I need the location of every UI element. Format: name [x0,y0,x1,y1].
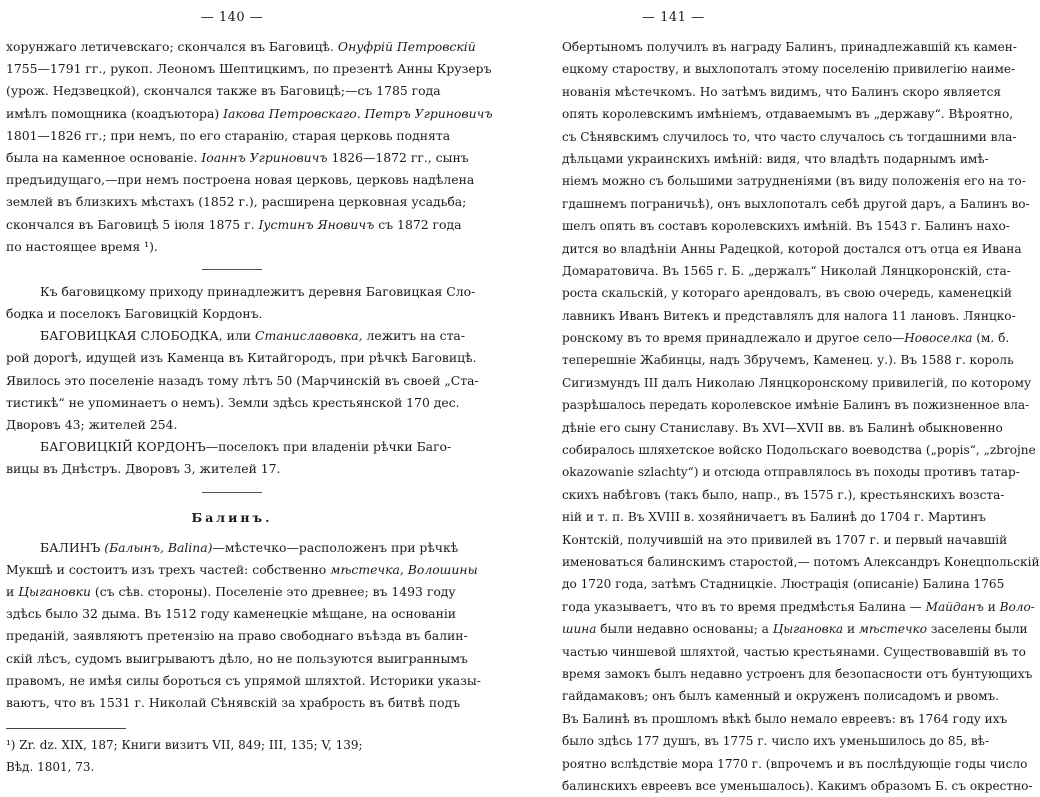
text-line: балинскихъ евреевъ все уменьшалось). Какимъ образомъ Б. съ окрестно- [562,778,1033,793]
text-line: имѣлъ помощника (коадъютора) Іакова Петровскаго. Петръ Угриновичъ [6,105,493,121]
text-line: Обертыномъ получилъ въ награду Балинъ, принадлежавшій къ камен- [562,40,1017,54]
text-line: БАГОВИЦКІЙ КОРДОНЪ—поселокъ при владеніи рѣчки Баго- [40,439,452,455]
paragraph-slobodka [6,325,479,436]
paragraph-clergy-list [6,36,493,258]
text-line: Вѣд. 1801, 73. [6,760,95,775]
left-page-text [6,36,493,779]
text-line: вицы въ Днѣстръ. Дворовъ 3, жителей 17. [6,461,281,477]
text-line: БАГОВИЦКАЯ СЛОБОДКА, или Станиславовка, лежитъ на ста- [40,328,466,344]
text-line: БАЛИНЪ (Балынъ, Balina)—мѣстечко—расположенъ при рѣчкѣ [40,539,459,555]
text-line: Дворовъ 43; жителей 254. [6,417,178,432]
text-line: ронскому въ то время принадлежало и другое село—Новоселка (м. б. [562,331,1010,346]
text-line: скихъ набѣговъ (такъ было, напр., въ 1575 г.), крестьянскихъ возста- [562,487,1005,502]
text-line: Контскій, получившій на это привилей въ 1707 г. и первый начавшій [562,532,1008,547]
text-line: 1755—1791 гг., рукоп. Леономъ Шептицкимъ, по презентѣ Анны Крузеръ [6,61,492,77]
text-line: правомъ, не имѣя силы бороться съ упрямой шляхтой. Историки указы- [6,672,481,688]
text-line: по настоящее время ¹). [6,238,158,254]
text-line: была на каменное основаніе. Іоаннъ Угриновичъ 1826—1872 гг., сынъ [6,149,469,165]
text-line: Мукшѣ и состоитъ изъ трехъ частей: собственно мѣстечка, Волошины [6,561,478,577]
text-line: и Цыгановки (съ сѣв. стороны). Поселеніе это древнее; въ 1493 году [6,583,456,599]
text-line: нованія мѣстечкомъ. Но затѣмъ видимъ, что Балинъ скоро является [562,84,1002,99]
text-line: (урож. Недзвецкой), скончался также въ Баговицѣ;—съ 1785 года [6,83,441,99]
section-divider [202,269,262,270]
paragraph-parish [6,281,476,325]
text-line: Домаратовича. Въ 1565 г. Б. „держалъ“ Николай Лянцкоронскій, ста- [562,263,1011,278]
section-divider [202,492,262,493]
text-line: шелъ опять въ составъ королевскихъ имѣній. Въ 1543 г. Балинъ нахо- [562,219,1010,234]
text-line: теперешніе Жабинцы, надъ Збручемъ, Каменец. у.). Въ 1588 г. король [562,353,1014,368]
footnote [6,735,458,779]
text-line: дѣніе его сыну Станиславу. Въ XVI—XVII вв. въ Балинѣ обыкновенно [562,420,1003,435]
text-line: дѣльцами украинскихъ имѣній: видя, что владѣть подарнымъ имѣ- [562,151,989,166]
text-line: ваютъ, что въ 1531 г. Николай Сѣнявскій за храбрость въ битвѣ подъ [6,694,461,710]
text-line: дится во владѣніи Анны Радецкой, которой достался отъ отца ея Ивана [562,241,1022,256]
paragraph-balin [6,537,481,715]
text-line: преданій, заявляютъ претензію на право свободнаго въѣзда въ балин- [6,628,468,644]
text-line: гдашнемъ пограничьѣ), онъ выхлопоталъ себѣ другой даръ, а Балинъ во- [562,196,1030,211]
text-line: скій лѣсъ, судомъ выигрываютъ дѣло, но не пользуются выиграннымъ [6,650,468,666]
text-line: рой дорогѣ, идущей изъ Каменца въ Китайгородъ, при рѣчкѣ Баговицѣ. [6,350,477,366]
text-line: частью чиншевой шляхтой, частью крестьянами. Существовавшій въ то [562,644,1026,659]
text-line: лавникъ Иванъ Витекъ и представлялъ для налога 11 лановъ. Лянцко- [562,308,1016,323]
text-line: Къ баговицкому приходу принадлежитъ деревня Баговицкая Сло- [40,283,476,299]
text-line: Явилось это поселеніе назадъ тому лѣтъ 50 (Марчинскій въ своей „Ста- [6,372,479,388]
section-heading-balin: Балинъ. [191,509,273,525]
text-line: здѣсь было 32 дыма. Въ 1512 году каменецкіе мѣщане, на основаніи [6,606,457,622]
text-line: хорунжаго летичевскаго; скончался въ Баговицѣ. Онуфрій Петровскій [6,39,476,54]
text-line: опять королевскимъ имѣніемъ, отдаваемымъ въ „державу“. Вѣроятно, [562,107,1014,122]
text-line: Сигизмундъ III далъ Николаю Лянцкоронскому привилегій, по которому [562,375,1032,390]
paragraph-kordon [6,436,458,480]
text-line: 1801—1826 гг.; при немъ, по его старанію, старая церковь поднята [6,127,451,143]
text-line: ній и т. п. Въ XVIII в. хозяйничаетъ въ Балинѣ до 1704 г. Мартинъ [562,510,986,525]
page-number-right: — 141 — [642,10,705,25]
footnote-divider [6,728,126,729]
text-line: съ Сѣнявскимъ случилось то, что часто случалось съ тогдашними вла- [562,129,1017,144]
text-line: роста скальскій, у котораго арендовалъ, въ свою очередь, каменецкій [562,286,1012,301]
text-line: шина были недавно основаны; а Цыгановка и мѣстечко заселены были [562,622,1028,637]
text-line: именоваться балинскимъ старостой,— потомъ Александръ Конецпольскій [562,554,1040,569]
right-page-text [562,36,1040,797]
text-line: гайдамаковъ; онъ былъ каменный и окруженъ полисадомъ и рвомъ. [562,689,1000,704]
text-line: okazowanie szlachty“) и отсюда отправлялось въ походы противъ татар- [562,465,1020,480]
text-line: Въ Балинѣ въ прошломъ вѣкѣ было немало евреевъ: въ 1764 году ихъ [562,711,1008,726]
text-line: до 1720 года, затѣмъ Стадницкіе. Люстрація (описаніе) Балина 1765 [562,577,1005,592]
text-line: роятно вслѣдствіе мора 1770 г. (впрочемъ и въ послѣдующіе годы число [562,756,1028,771]
text-line: время замокъ былъ недавно устроенъ для безопасности отъ бунтующихъ [562,666,1033,681]
text-line: года указываетъ, что въ то время предмѣстья Балина — Майданъ и Воло- [562,599,1035,614]
text-line: собиралось шляхетское войско Подольскаго воеводства („popis“, „zbrojne [562,443,1036,458]
page-number-left: — 140 — [200,10,264,25]
text-line: предъидущаго,—при немъ построена новая церковь, церковь надѣлена [6,172,475,188]
text-line: разрѣшалось передать королевское имѣніе Балинъ въ пожизненное вла- [562,398,1030,413]
text-line: ¹) Zr. dz. XIX, 187; Книги визитъ VII, 849; III, 135; V, 139; [6,738,363,753]
text-line: бодка и поселокъ Баговицкій Кордонъ. [6,306,263,322]
text-line: ецкому староству, и выхлопоталъ этому поселенію привилегію наиме- [562,62,1016,77]
text-line: землей въ близкихъ мѣстахъ (1852 г.), расширена церковная усадьба; [6,194,467,210]
text-line: было здѣсь 177 душъ, въ 1775 г. число ихъ уменьшилось до 85, вѣ- [562,734,990,749]
text-line: тистикѣ“ не упоминаетъ о немъ). Земли здѣсь крестьянской 170 дес. [6,394,460,410]
text-line: скончался въ Баговицѣ 5 іюля 1875 г. Іустинъ Яновичъ съ 1872 года [6,216,462,232]
text-line: ніемъ можно съ большими затрудненіями (въ виду положенія его на то- [562,174,1026,189]
